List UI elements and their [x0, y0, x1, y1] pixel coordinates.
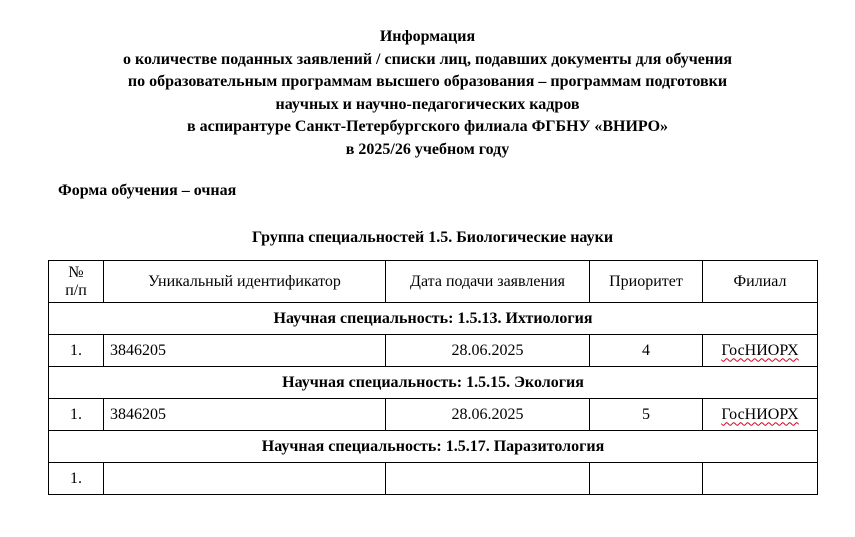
specialty-row [49, 431, 818, 463]
specialty-title: Научная специальность: 1.5.17. Паразитология [49, 431, 818, 463]
cell-date [386, 463, 590, 495]
document-title [0, 26, 855, 161]
table-row [49, 399, 818, 431]
title-line-6: в 2025/26 учебном году [345, 140, 510, 158]
title-line-4: научных и научно-педагогических кадров [275, 95, 580, 113]
cell-num: 1. [49, 399, 104, 431]
header-date: Дата подачи заявления [386, 261, 590, 303]
cell-num: 1. [49, 335, 104, 367]
header-num-label: п/п [65, 281, 87, 299]
cell-id: 3846205 [104, 335, 386, 367]
header-num [49, 261, 104, 303]
header-id: Уникальный идентификатор [104, 261, 386, 303]
table-row [49, 335, 818, 367]
specialty-group-title: Группа специальностей 1.5. Биологические науки [251, 229, 614, 246]
specialty-title: Научная специальность: 1.5.15. Экология [49, 367, 818, 399]
specialty-row [49, 303, 818, 335]
title-line-5: в аспирантуре Санкт-Петербургского филиала ФГБНУ «ВНИРО» [186, 118, 669, 135]
title-line-3: по образовательным программам высшего образования – программам подготовки [127, 73, 728, 90]
branch-name: ГосНИОРХ [721, 341, 799, 359]
header-branch: Филиал [703, 261, 818, 303]
specialty-row [49, 367, 818, 399]
table-row [49, 463, 818, 495]
cell-branch [703, 399, 818, 431]
cell-num: 1. [49, 463, 104, 495]
cell-date: 28.06.2025 [386, 399, 590, 431]
table-header-row [49, 261, 818, 303]
cell-id: 3846205 [104, 399, 386, 431]
branch-name: ГосНИОРХ [721, 405, 799, 423]
cell-date: 28.06.2025 [386, 335, 590, 367]
cell-branch [703, 335, 818, 367]
cell-priority [590, 463, 703, 495]
header-priority: Приоритет [590, 261, 703, 303]
specialty-title: Научная специальность: 1.5.13. Ихтиология [49, 303, 818, 335]
cell-priority: 4 [590, 335, 703, 367]
cell-id [104, 463, 386, 495]
title-line-1: Информация [379, 28, 476, 45]
title-line-2: о количестве поданных заявлений / списки лиц, подавших документы для обучения [123, 50, 732, 68]
cell-priority: 5 [590, 399, 703, 431]
cell-branch [703, 463, 818, 495]
header-num-symbol: № [68, 263, 84, 281]
study-form: Форма обучения – очная [58, 182, 237, 199]
applications-table [48, 260, 818, 495]
